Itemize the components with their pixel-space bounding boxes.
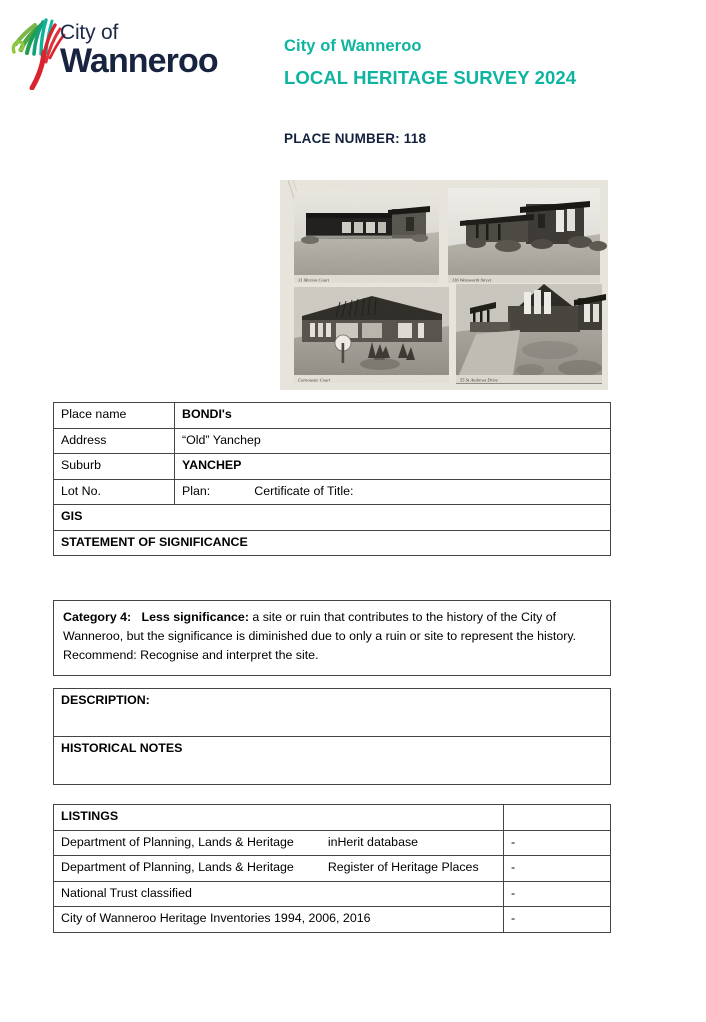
table-row [54,830,611,856]
plan-label: Plan: [182,483,211,498]
cell-listing-value-2: - [504,856,611,882]
title-city-of-wanneroo: City of Wanneroo [284,37,422,55]
cell-listing-authority-2 [54,856,504,882]
city-of-wanneroo-logo [10,8,255,90]
heritage-photo-collage [280,180,608,390]
cell-listing-value-4: - [504,907,611,933]
cell-value-place-name: BONDI's [175,403,611,429]
table-row-address [54,428,611,454]
cell-listing-value-3: - [504,881,611,907]
logo-city-of-text: City of [60,21,119,44]
cell-listings-header-label: LISTINGS [54,805,504,831]
logo-wanneroo-text: Wanneroo [60,42,218,80]
cell-label-place-name: Place name [54,403,175,429]
table-row [54,881,611,907]
listing-authority-text-2: Department of Planning, Lands & Heritage [61,860,294,874]
category-description: a site or ruin that contributes to the history of the City of Wanneroo, but the significance is diminished due to only a ruin or site to represent the history. Recommend: Recognise and interpret the site. [63,610,577,663]
table-row [54,907,611,933]
cell-value-suburb: YANCHEP [175,454,611,480]
table-row-place-name [54,403,611,429]
cell-label-lot-no: Lot No. [54,479,175,505]
page-header [0,0,706,170]
description-notes-table [53,688,611,785]
cell-listing-authority-3: National Trust classified [54,881,504,907]
table-row-listings-header [54,805,611,831]
cell-label-suburb: Suburb [54,454,175,480]
listing-register-text-1: inHerit database [327,834,419,849]
cell-gis: GIS [54,505,611,531]
listings-table [53,804,611,933]
listing-authority-text-1: Department of Planning, Lands & Heritage [61,834,294,849]
category-subheading: Less significance: [141,610,249,624]
table-row-description [54,689,611,737]
listing-register-text-2: Register of Heritage Places [327,860,479,874]
category-heading-gap [135,610,142,624]
cell-listing-value-1: - [504,830,611,856]
cell-listing-authority-1 [54,830,504,856]
cell-value-plan-and-title [175,479,611,505]
cell-listings-header-value [504,805,611,831]
cell-description-label: DESCRIPTION: [54,689,611,737]
cell-listing-authority-4: City of Wanneroo Heritage Inventories 1994, 2006, 2016 [54,907,504,933]
logo-wordmark [60,22,218,78]
cell-value-address: “Old” Yanchep [175,428,611,454]
cell-statement-of-significance: STATEMENT OF SIGNIFICANCE [54,530,611,556]
table-row-lot-no [54,479,611,505]
table-row-gis [54,505,611,531]
table-row-historical-notes [54,737,611,785]
table-row [54,856,611,882]
certificate-of-title-label: Certificate of Title: [254,483,354,498]
place-details-table [53,402,611,556]
category-heading: Category 4: [63,610,132,624]
title-local-heritage-survey: LOCAL HERITAGE SURVEY 2024 [284,67,577,89]
cell-label-address: Address [54,428,175,454]
place-number-label: PLACE NUMBER: 118 [284,131,427,146]
category-significance-box [53,600,611,676]
cell-historical-notes-label: HISTORICAL NOTES [54,737,611,785]
table-row-statement-of-significance [54,530,611,556]
table-row-suburb [54,454,611,480]
document-title [284,38,576,88]
